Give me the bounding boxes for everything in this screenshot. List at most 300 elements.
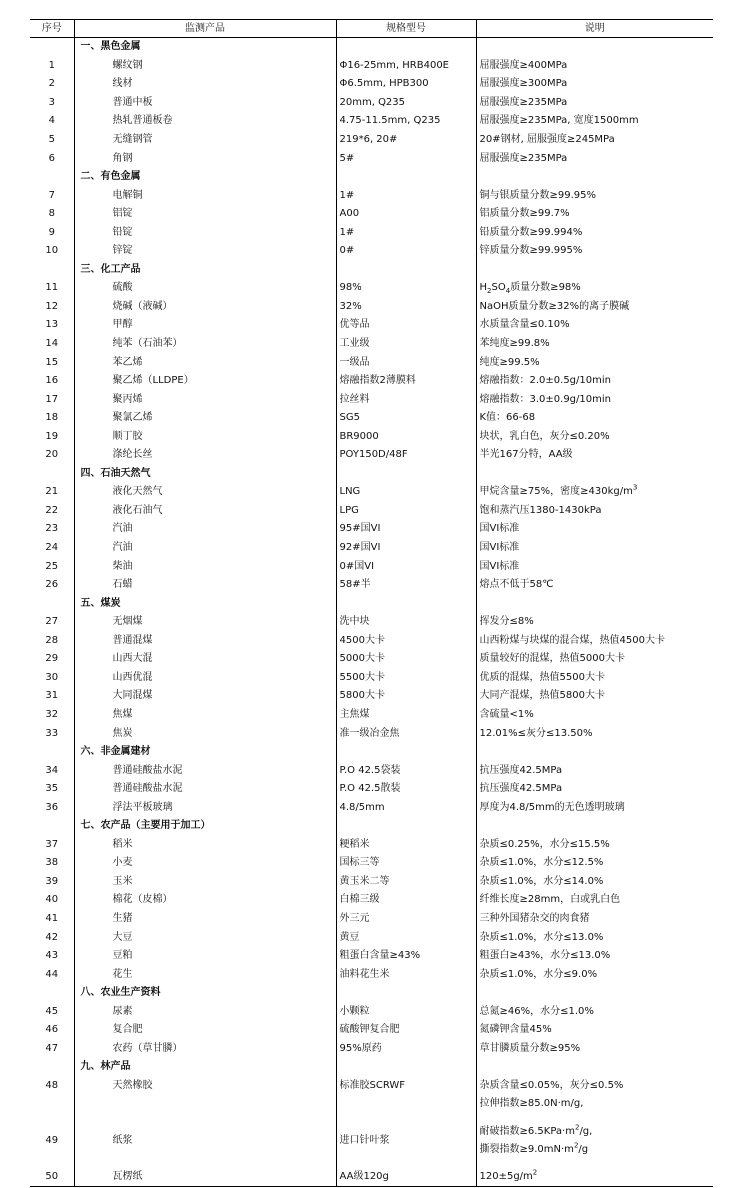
- cell-product: 玉米: [74, 873, 336, 892]
- cell-desc: 含硫量<1%: [476, 706, 713, 725]
- cell-product: 硫酸: [74, 279, 336, 298]
- cell-product: 角钢: [74, 149, 336, 168]
- cell-desc: 粗蛋白≥43%，水分≤13.0%: [476, 947, 713, 966]
- cell-no: 25: [45, 560, 59, 572]
- table-row: [30, 316, 713, 335]
- cell-product: 液化天然气: [74, 483, 336, 502]
- table-row: [30, 242, 713, 261]
- desc-fragment: 2: [574, 1123, 580, 1132]
- table-row: [30, 632, 713, 651]
- cell-spec: 0#: [336, 242, 476, 261]
- cell-no: 10: [45, 245, 59, 257]
- cell-product: 聚丙烯: [74, 390, 336, 409]
- cell-desc: 质量较好的混煤，热值5000大卡: [476, 650, 713, 669]
- table-row: [30, 557, 713, 576]
- cell-product: 普通硅酸盐水泥: [74, 761, 336, 780]
- category-name: 七、农产品（主要用于加工）: [74, 817, 336, 836]
- table-row: [30, 427, 713, 446]
- cell-desc: 优质的混煤，热值5500大卡: [476, 669, 713, 688]
- cell-no: 3: [48, 96, 55, 108]
- table-row: [30, 223, 713, 242]
- table-row: [30, 1021, 713, 1040]
- cell-desc: [476, 38, 713, 57]
- cell-desc: 屈服强度≥235MPa, 宽度1500mm: [476, 112, 713, 131]
- cell-no: [30, 1095, 74, 1114]
- cell-spec: 4.8/5mm: [336, 798, 476, 817]
- cell-no: [30, 168, 74, 187]
- monitoring-table-page: [30, 19, 713, 1187]
- cell-no: 14: [45, 338, 59, 350]
- cell-product: 小麦: [74, 854, 336, 873]
- cell-product: 柴油: [74, 557, 336, 576]
- cell-desc: 熔融指数：2.0±0.5g/10min: [476, 372, 713, 391]
- cell-desc: [476, 984, 713, 1003]
- table-row: [30, 1077, 713, 1096]
- cell-product: 普通中板: [74, 94, 336, 113]
- cell-product: 焦炭: [74, 724, 336, 743]
- table-row: [30, 186, 713, 205]
- cell-product: 聚乙烯（LLDPE）: [74, 372, 336, 391]
- cell-no: 17: [45, 393, 59, 405]
- cell-product: 花生: [74, 965, 336, 984]
- cell-no: [30, 38, 74, 57]
- product-table: [30, 19, 713, 1187]
- desc-fragment: 4: [505, 287, 511, 296]
- cell-no: 16: [45, 375, 59, 387]
- cell-spec: POY150D/48F: [336, 446, 476, 465]
- cell-no: 18: [45, 412, 59, 424]
- cell-desc: 国VI标准: [476, 557, 713, 576]
- cell-no: 28: [45, 634, 59, 646]
- cell-spec: SG5: [336, 409, 476, 428]
- table-row: [30, 576, 713, 595]
- cell-desc: 铅质量分数≥99.994%: [476, 223, 713, 242]
- cell-no: 31: [45, 690, 59, 702]
- cell-product: 农药（草甘膦）: [74, 1040, 336, 1059]
- category-row: [30, 594, 713, 613]
- table-row: [30, 836, 713, 855]
- cell-desc: 大同产混煤，热值5800大卡: [476, 687, 713, 706]
- cell-desc: 国VI标准: [476, 539, 713, 558]
- cell-desc: 抗压强度42.5MPa: [476, 780, 713, 799]
- cell-desc: 熔融指数：3.0±0.9g/10min: [476, 390, 713, 409]
- table-row: [30, 149, 713, 168]
- cell-no: 42: [45, 931, 59, 943]
- cell-no: 23: [45, 523, 59, 535]
- cell-no: 38: [45, 857, 59, 869]
- cell-desc: 挥发分≤8%: [476, 613, 713, 632]
- cell-product: 锌锭: [74, 242, 336, 261]
- cell-desc: 杂质≤0.25%，水分≤15.5%: [476, 836, 713, 855]
- table-row: [30, 650, 713, 669]
- category-row: [30, 38, 713, 57]
- cell-no: 43: [45, 950, 59, 962]
- cell-no: [30, 465, 74, 484]
- cell-spec: [336, 261, 476, 280]
- cell-spec: 进口针叶浆: [336, 1114, 476, 1168]
- cell-spec: 98%: [336, 279, 476, 298]
- cell-spec: 92#国VI: [336, 539, 476, 558]
- cell-product: 瓦楞纸: [74, 1168, 336, 1187]
- cell-product: 大同混煤: [74, 687, 336, 706]
- cell-desc: 锌质量分数≥99.995%: [476, 242, 713, 261]
- cell-desc: 厚度为4.8/5mm的无色透明玻璃: [476, 798, 713, 817]
- table-row: [30, 854, 713, 873]
- table-row: [30, 520, 713, 539]
- cell-desc: 20#钢材, 屈服强度≥245MPa: [476, 131, 713, 150]
- cell-no: [30, 984, 74, 1003]
- cell-product: 聚氯乙烯: [74, 409, 336, 428]
- category-row: [30, 743, 713, 762]
- cell-desc: 苯纯度≥99.8%: [476, 335, 713, 354]
- cell-product: 天然橡胶: [74, 1077, 336, 1096]
- table-row: [30, 539, 713, 558]
- category-name: 二、有色金属: [74, 168, 336, 187]
- cell-spec: 粳稻米: [336, 836, 476, 855]
- cell-no: [30, 817, 74, 836]
- cell-product: 山西大混: [74, 650, 336, 669]
- cell-desc: [476, 1114, 713, 1168]
- table-row: [30, 205, 713, 224]
- cell-spec: P.O 42.5散装: [336, 780, 476, 799]
- cell-desc: 半光167分特，AA级: [476, 446, 713, 465]
- category-row: [30, 817, 713, 836]
- cell-product: 铝锭: [74, 205, 336, 224]
- cell-no: 32: [45, 708, 59, 720]
- cell-spec: 标准胶SCRWF: [336, 1077, 476, 1096]
- desc-fragment: 2: [532, 1168, 538, 1177]
- cell-no: 21: [45, 486, 59, 498]
- cell-product: 尿素: [74, 1002, 336, 1021]
- table-row: [30, 706, 713, 725]
- cell-desc: [476, 168, 713, 187]
- table-row: [30, 298, 713, 317]
- cell-no: 44: [45, 968, 59, 980]
- table-row: [30, 928, 713, 947]
- desc-fragment: 2: [487, 287, 492, 296]
- desc-fragment: 质量分数≥98%: [510, 282, 581, 294]
- category-name: 六、非金属建材: [74, 743, 336, 762]
- table-row: [30, 1040, 713, 1059]
- cell-no: 39: [45, 875, 59, 887]
- table-row: [30, 965, 713, 984]
- cell-product: 大豆: [74, 928, 336, 947]
- cell-spec: 硫酸钾复合肥: [336, 1021, 476, 1040]
- cell-desc: 屈服强度≥300MPa: [476, 75, 713, 94]
- cell-no: 50: [30, 1168, 74, 1187]
- cell-desc: 熔点不低于58℃: [476, 576, 713, 595]
- table-row: [30, 669, 713, 688]
- category-row: [30, 168, 713, 187]
- table-row: [30, 335, 713, 354]
- cell-spec: 小颗粒: [336, 1002, 476, 1021]
- cell-no: 9: [48, 226, 55, 238]
- cell-no: 7: [48, 189, 55, 201]
- table-row: [30, 873, 713, 892]
- cell-no: 35: [45, 783, 59, 795]
- table-row: [30, 409, 713, 428]
- cell-product: 无缝钢管: [74, 131, 336, 150]
- cell-desc: [476, 483, 713, 502]
- cell-spec: 0#国VI: [336, 557, 476, 576]
- category-row: [30, 261, 713, 280]
- cell-desc: 饱和蒸汽压1380-1430kPa: [476, 502, 713, 521]
- cell-desc: 屈服强度≥235MPa: [476, 149, 713, 168]
- cell-spec: [336, 465, 476, 484]
- category-row: [30, 465, 713, 484]
- table-row: [30, 1114, 713, 1168]
- cell-product: 热轧普通板卷: [74, 112, 336, 131]
- desc-fragment: 120±5g/m: [479, 1170, 533, 1182]
- cell-spec: 32%: [336, 298, 476, 317]
- cell-spec: [336, 984, 476, 1003]
- cell-product: 稻米: [74, 836, 336, 855]
- cell-product: 螺纹钢: [74, 57, 336, 76]
- cell-spec: 4.75-11.5mm, Q235: [336, 112, 476, 131]
- cell-no: 12: [45, 300, 59, 312]
- cell-spec: 219*6, 20#: [336, 131, 476, 150]
- table-row: [30, 57, 713, 76]
- cell-desc: 杂质≤1.0%，水分≤14.0%: [476, 873, 713, 892]
- cell-spec: 58#半: [336, 576, 476, 595]
- cell-spec: LPG: [336, 502, 476, 521]
- table-row: [30, 390, 713, 409]
- table-row: [30, 798, 713, 817]
- table-row: [30, 761, 713, 780]
- header-spec: 规格型号: [336, 20, 476, 38]
- cell-spec: 油料花生米: [336, 965, 476, 984]
- cell-product: 焦煤: [74, 706, 336, 725]
- table-row: [30, 483, 713, 502]
- cell-no: 30: [45, 671, 59, 683]
- category-name: 三、化工产品: [74, 261, 336, 280]
- cell-spec: 4500大卡: [336, 632, 476, 651]
- cell-desc: 杂质≤1.0%，水分≤12.5%: [476, 854, 713, 873]
- cell-no: 13: [45, 319, 59, 331]
- table-row: [30, 94, 713, 113]
- cell-desc: NaOH质量分数≥32%的离子膜碱: [476, 298, 713, 317]
- cell-desc: [476, 1168, 713, 1187]
- cell-desc: [476, 743, 713, 762]
- cell-product: 纸浆: [74, 1114, 336, 1168]
- cell-spec: 国标三等: [336, 854, 476, 873]
- table-row: [30, 502, 713, 521]
- cell-spec: P.O 42.5袋装: [336, 761, 476, 780]
- table-row: [30, 780, 713, 799]
- cell-desc: [476, 1058, 713, 1077]
- cell-desc: [476, 279, 713, 298]
- cell-spec: LNG: [336, 483, 476, 502]
- cell-spec: Φ6.5mm, HPB300: [336, 75, 476, 94]
- cell-spec: 主焦煤: [336, 706, 476, 725]
- cell-spec: [336, 817, 476, 836]
- cell-no: 27: [45, 616, 59, 628]
- cell-spec: [336, 1095, 476, 1114]
- cell-spec: 20mm, Q235: [336, 94, 476, 113]
- category-name: 五、煤炭: [74, 594, 336, 613]
- cell-product: 汽油: [74, 539, 336, 558]
- cell-desc: 屈服强度≥235MPa: [476, 94, 713, 113]
- category-row: [30, 984, 713, 1003]
- cell-desc: 水质量含量≤0.10%: [476, 316, 713, 335]
- cell-product: 山西优混: [74, 669, 336, 688]
- table-row: [30, 1002, 713, 1021]
- cell-spec: 1#: [336, 186, 476, 205]
- cell-no: 41: [45, 912, 59, 924]
- cell-spec: [336, 38, 476, 57]
- header-product: 监测产品: [74, 20, 336, 38]
- cell-product: 石蜡: [74, 576, 336, 595]
- header-desc: 说明: [476, 20, 713, 38]
- cell-no: 47: [45, 1042, 59, 1054]
- cell-desc: 抗压强度42.5MPa: [476, 761, 713, 780]
- cell-spec: Φ16-25mm, HRB400E: [336, 57, 476, 76]
- table-row: [30, 75, 713, 94]
- table-row: [30, 112, 713, 131]
- table-row: [30, 613, 713, 632]
- desc-line: [480, 1141, 714, 1159]
- cell-no: 49: [45, 1134, 59, 1146]
- cell-no: 4: [48, 115, 55, 127]
- cell-spec: 准一级冶金焦: [336, 724, 476, 743]
- cell-spec: 5800大卡: [336, 687, 476, 706]
- cell-spec: 白棉三级: [336, 891, 476, 910]
- cell-no: [30, 743, 74, 762]
- cell-spec: 95#国VI: [336, 520, 476, 539]
- cell-desc: 纯度≥99.5%: [476, 353, 713, 372]
- cell-desc: 杂质含量≤0.05%，灰分≤0.5%: [476, 1077, 713, 1096]
- cell-desc: 杂质≤1.0%，水分≤13.0%: [476, 928, 713, 947]
- header-no: 序号: [30, 20, 74, 38]
- cell-product: 烧碱（液碱）: [74, 298, 336, 317]
- cell-no: 20: [45, 449, 59, 461]
- cell-no: 15: [45, 356, 59, 368]
- desc-fragment: /g: [578, 1143, 589, 1155]
- cell-product: 苯乙烯: [74, 353, 336, 372]
- cell-no: 40: [45, 894, 59, 906]
- cell-no: 11: [45, 282, 59, 294]
- cell-product: [74, 1095, 336, 1114]
- cell-desc: 杂质≤1.0%，水分≤9.0%: [476, 965, 713, 984]
- cell-no: 24: [45, 542, 59, 554]
- cell-product: 普通混煤: [74, 632, 336, 651]
- cell-no: [30, 261, 74, 280]
- cell-desc: 三种外国猪杂交的肉食猪: [476, 910, 713, 929]
- category-row: [30, 1058, 713, 1077]
- cell-desc: 国VI标准: [476, 520, 713, 539]
- table-header: [30, 20, 713, 38]
- cell-desc: 屈服强度≥400MPa: [476, 57, 713, 76]
- cell-no: 8: [48, 208, 55, 220]
- table-row: [30, 353, 713, 372]
- cell-spec: [336, 743, 476, 762]
- table-row: [30, 131, 713, 150]
- cell-desc: [476, 465, 713, 484]
- cell-no: 1: [48, 59, 55, 71]
- cell-spec: 优等品: [336, 316, 476, 335]
- cell-no: 6: [48, 152, 55, 164]
- cell-spec: 工业级: [336, 335, 476, 354]
- desc-fragment: 2: [573, 1141, 579, 1150]
- table-body: [30, 38, 713, 1187]
- cell-product: 甲醇: [74, 316, 336, 335]
- cell-spec: 黄玉米二等: [336, 873, 476, 892]
- cell-desc: 总氮≥46%，水分≤1.0%: [476, 1002, 713, 1021]
- cell-spec: 粗蛋白含量≥43%: [336, 947, 476, 966]
- cell-no: 36: [45, 801, 59, 813]
- cell-product: 豆粕: [74, 947, 336, 966]
- desc-fragment: H: [479, 282, 488, 294]
- cell-product: 涤纶长丝: [74, 446, 336, 465]
- cell-no: 2: [48, 78, 55, 90]
- cell-desc: 纤维长度≥28mm，白或乳白色: [476, 891, 713, 910]
- cell-no: 37: [45, 838, 59, 850]
- desc-line: [480, 1123, 714, 1141]
- cell-spec: AA级120g: [336, 1168, 476, 1187]
- category-name: 九、林产品: [74, 1058, 336, 1077]
- cell-product: 普通硅酸盐水泥: [74, 780, 336, 799]
- cell-no: 48: [45, 1079, 59, 1091]
- cell-spec: 5000大卡: [336, 650, 476, 669]
- cell-spec: [336, 168, 476, 187]
- cell-product: 液化石油气: [74, 502, 336, 521]
- cell-no: 29: [45, 653, 59, 665]
- cell-spec: 95%原药: [336, 1040, 476, 1059]
- category-name: 四、石油天然气: [74, 465, 336, 484]
- cell-product: 汽油: [74, 520, 336, 539]
- cell-no: 34: [45, 764, 59, 776]
- cell-product: 顺丁胶: [74, 427, 336, 446]
- cell-spec: 外三元: [336, 910, 476, 929]
- cell-product: 棉花（皮棉）: [74, 891, 336, 910]
- cell-desc: [476, 817, 713, 836]
- cell-desc: 铜与银质量分数≥99.95%: [476, 186, 713, 205]
- table-row: [30, 372, 713, 391]
- cell-product: 无烟煤: [74, 613, 336, 632]
- table-row: [30, 687, 713, 706]
- cell-product: 复合肥: [74, 1021, 336, 1040]
- desc-fragment: 撕裂指数≥9.0mN·m: [479, 1143, 574, 1155]
- cell-product: 电解铜: [74, 186, 336, 205]
- cell-spec: 一级品: [336, 353, 476, 372]
- cell-spec: BR9000: [336, 427, 476, 446]
- desc-fragment: SO: [491, 282, 506, 294]
- cell-desc: [476, 594, 713, 613]
- cell-spec: [336, 594, 476, 613]
- cell-product: 生猪: [74, 910, 336, 929]
- cell-no: 22: [45, 504, 59, 516]
- continuation-row: [30, 1095, 713, 1114]
- cell-desc: 氮磷钾含量45%: [476, 1021, 713, 1040]
- table-row: [30, 724, 713, 743]
- cell-product: 铅锭: [74, 223, 336, 242]
- cell-spec: 5#: [336, 149, 476, 168]
- cell-spec: 拉丝料: [336, 390, 476, 409]
- cell-product: 纯苯（石油苯）: [74, 335, 336, 354]
- cell-spec: A00: [336, 205, 476, 224]
- cell-no: 46: [45, 1024, 59, 1036]
- cell-no: 26: [45, 579, 59, 591]
- cell-desc: 山西粉煤与块煤的混合煤，热值4500大卡: [476, 632, 713, 651]
- table-row: [30, 910, 713, 929]
- category-name: 八、农业生产资料: [74, 984, 336, 1003]
- cell-product: 线材: [74, 75, 336, 94]
- cell-desc: 草甘膦质量分数≥95%: [476, 1040, 713, 1059]
- table-row: [30, 947, 713, 966]
- cell-spec: [336, 1058, 476, 1077]
- cell-desc: 拉伸指数≥85.0N·m/g,: [476, 1095, 713, 1114]
- cell-desc: [476, 261, 713, 280]
